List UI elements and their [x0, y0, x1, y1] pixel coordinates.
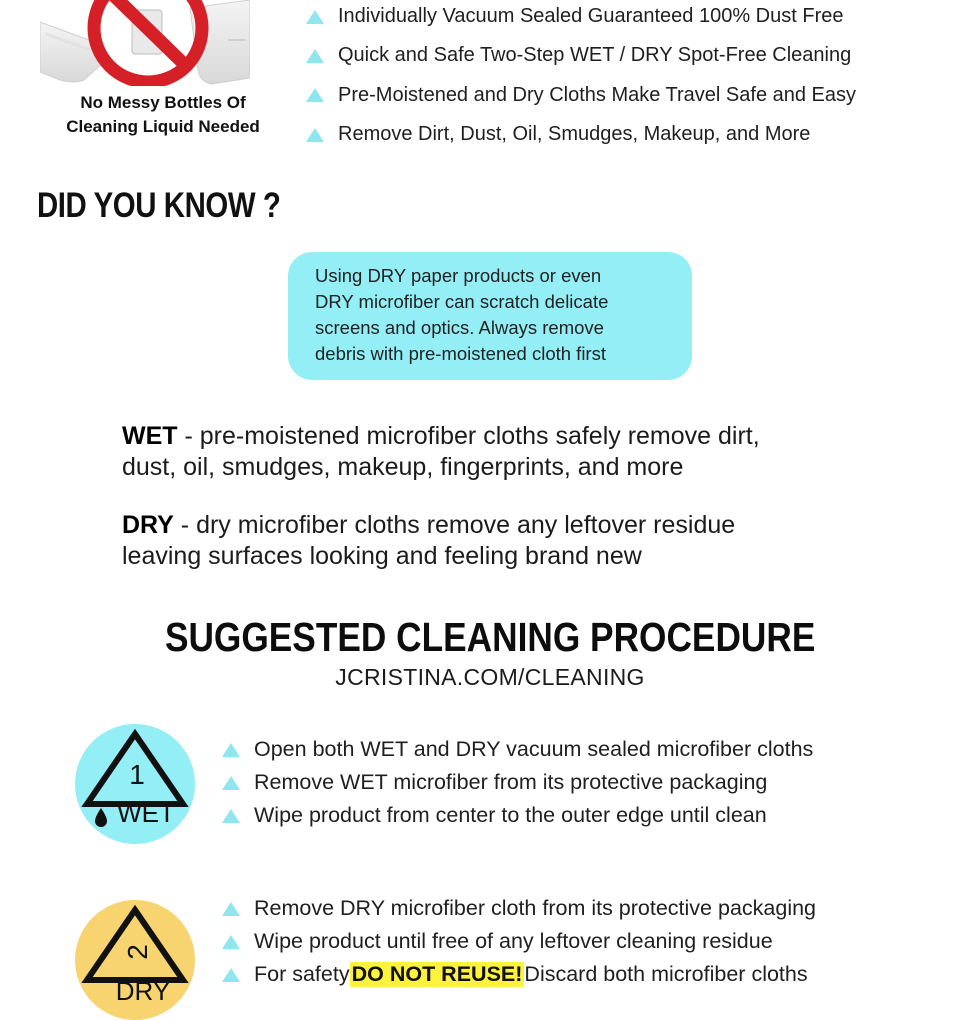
- step2-label: DRY: [115, 976, 171, 1006]
- triangle-bullet-icon: [222, 935, 240, 949]
- wet-text: - pre-moistened microfiber cloths safely remove dirt,: [177, 422, 760, 450]
- step-item: [222, 733, 813, 766]
- triangle-bullet-icon: [306, 10, 324, 24]
- feature-text: Pre-Moistened and Dry Cloths Make Travel Safe and Easy: [338, 83, 857, 106]
- step-item: [222, 766, 813, 799]
- tip-callout: [288, 252, 692, 380]
- step-text: Open both WET and DRY vacuum sealed microfiber cloths: [254, 737, 814, 761]
- wet-term: WET: [122, 422, 178, 450]
- feature-text: Quick and Safe Two-Step WET / DRY Spot-Free Cleaning: [338, 44, 852, 67]
- procedure-title-text: SUGGESTED CLEANING PROCEDURE: [164, 614, 816, 660]
- tip-line: screens and optics. Always remove: [315, 317, 604, 338]
- triangle-bullet-icon: [222, 809, 240, 823]
- safety-prefix: For safety: [254, 962, 350, 986]
- feature-item: [306, 0, 856, 36]
- procedure-title: [0, 614, 980, 661]
- procedure-url: JCRISTINA.COM/CLEANING: [335, 664, 645, 690]
- step1-badge: [75, 724, 195, 844]
- wet-definition: [122, 421, 760, 483]
- feature-text: Individually Vacuum Sealed Guaranteed 100% Dust Free: [338, 5, 844, 28]
- step2-number: 2: [122, 944, 153, 960]
- feature-item: [306, 36, 856, 75]
- step1-list: [222, 733, 813, 832]
- step-text: Remove DRY microfiber cloth from its protective packaging: [254, 896, 817, 920]
- triangle-bullet-icon: [222, 968, 240, 982]
- no-bottles-illustration: [40, 0, 250, 86]
- dry-definition: [122, 510, 735, 572]
- triangle-bullet-icon: [222, 776, 240, 790]
- tip-line: Using DRY paper products or even: [315, 265, 602, 286]
- step-text: Wipe product from center to the outer edge until clean: [254, 803, 767, 827]
- bottle-prohibited-icon: [94, 0, 202, 82]
- tip-line: debris with pre-moistened cloth first: [315, 343, 606, 364]
- caption-line: Cleaning Liquid Needed: [66, 117, 260, 136]
- feature-item: [306, 76, 856, 115]
- no-bottles-caption: [28, 91, 298, 139]
- did-you-know-heading: DID YOU KNOW ?: [37, 186, 281, 225]
- step1-label: WET: [117, 798, 175, 828]
- triangle-bullet-icon: [306, 128, 324, 142]
- step-item: [222, 892, 816, 925]
- step-item-safety: [222, 958, 816, 991]
- water-drop-icon: [95, 808, 107, 827]
- step1-number: 1: [129, 759, 145, 790]
- wet-definition-line2: dust, oil, smudges, makeup, fingerprints, and more: [122, 453, 684, 481]
- step2-badge: [75, 900, 195, 1020]
- step-item: [222, 925, 816, 958]
- triangle-bullet-icon: [222, 743, 240, 757]
- dry-definition-line1: [122, 510, 735, 541]
- step-text: Wipe product until free of any leftover cleaning residue: [254, 929, 773, 953]
- step-text: Remove WET microfiber from its protective packaging: [254, 770, 768, 794]
- triangle-bullet-icon: [306, 88, 324, 102]
- safety-suffix: Discard both microfiber cloths: [524, 962, 808, 986]
- do-not-reuse-highlight: DO NOT REUSE!: [351, 962, 523, 986]
- caption-line: No Messy Bottles Of: [80, 93, 246, 112]
- feature-list: [306, 0, 856, 154]
- step-item: [222, 799, 813, 832]
- dry-definition-line2: leaving surfaces looking and feeling brand new: [122, 542, 642, 570]
- triangle-bullet-icon: [222, 902, 240, 916]
- dry-term: DRY: [122, 511, 174, 539]
- feature-item: [306, 115, 856, 154]
- feature-text: Remove Dirt, Dust, Oil, Smudges, Makeup, and More: [338, 123, 811, 146]
- dry-text: - dry microfiber cloths remove any leftover residue: [173, 511, 736, 539]
- triangle-bullet-icon: [306, 49, 324, 63]
- step2-list: [222, 892, 816, 991]
- tip-line: DRY microfiber can scratch delicate: [315, 291, 609, 312]
- wet-definition-line1: [122, 421, 760, 452]
